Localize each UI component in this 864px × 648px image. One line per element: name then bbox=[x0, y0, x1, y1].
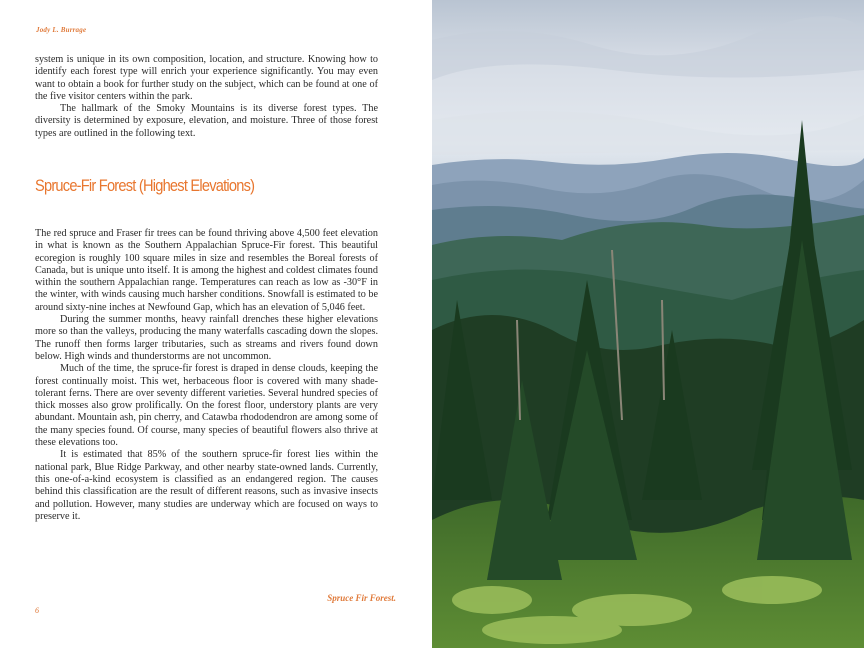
paragraph: The hallmark of the Smoky Mountains is its diverse forest types. The diversity is determined by exposure, elevation, and moisture. Three of those forest types are outlined in the following text. bbox=[35, 103, 378, 139]
photo-caption: Spruce Fir Forest. bbox=[327, 593, 396, 603]
spruce-fir-forest-photo bbox=[432, 0, 864, 648]
paragraph: It is estimated that 85% of the southern spruce-fir forest lies within the national park, Blue Ridge Parkway, and other nearby state-owned lands. Currently, this one-of-a-kind ecosystem is classified as an endangered region. The causes behind this classification are the result of different reasons, such as invasive insects and pollution. However, many studies are underway which are focused on ways to preserve it. bbox=[35, 449, 378, 522]
intro-text bbox=[35, 54, 378, 140]
section-heading: Spruce-Fir Forest (Highest Elevations) bbox=[35, 176, 255, 195]
paragraph: Much of the time, the spruce-fir forest is draped in dense clouds, keeping the forest continually moist. This wet, herbaceous floor is covered with many shade-tolerant ferns. There are over seventy different varieties. Several hundred species of thick mosses also grow prolifically. On the forest floor, understory plants are very abundant. Mountain ash, pin cherry, and Catawba rhododendron are among some of the many species found. Of course, many species of beautiful flowers also thrive at these elevations too. bbox=[35, 363, 378, 449]
forest-landscape-image bbox=[432, 0, 864, 648]
paragraph: During the summer months, heavy rainfall drenches these higher elevations more so than the valleys, producing the many waterfalls cascading down the slopes. The runoff then forms larger tributaries, such as streams and rivers found down below. High winds and thunderstorms are not uncommon. bbox=[35, 314, 378, 362]
section-body bbox=[35, 228, 378, 523]
page-number: 6 bbox=[35, 606, 39, 615]
paragraph: The red spruce and Fraser fir trees can be found thriving above 4,500 feet elevation in what is known as the Southern Appalachian Spruce-Fir forest. This beautiful ecoregion is roughly 100 square miles in size and resembles the Boreal forests of Canada, but is unique unto itself. It is among the highest and coldest climates found within the southern Appalachian range. Temperatures can reach as low as -30°F in the winter, with winds causing much harsher conditions. Snowfall is estimated to be around sixty-nine inches at Newfound Gap, which has an elevation of 5,046 feet. bbox=[35, 228, 378, 313]
running-head: Jody L. Burrage bbox=[36, 26, 87, 34]
paragraph: system is unique in its own composition, location, and structure. Knowing how to identify each forest type will enrich your experience significantly. You may even want to obtain a book for further study on the subject, which can be found at one of the five visitor centers within the park. bbox=[35, 54, 378, 102]
